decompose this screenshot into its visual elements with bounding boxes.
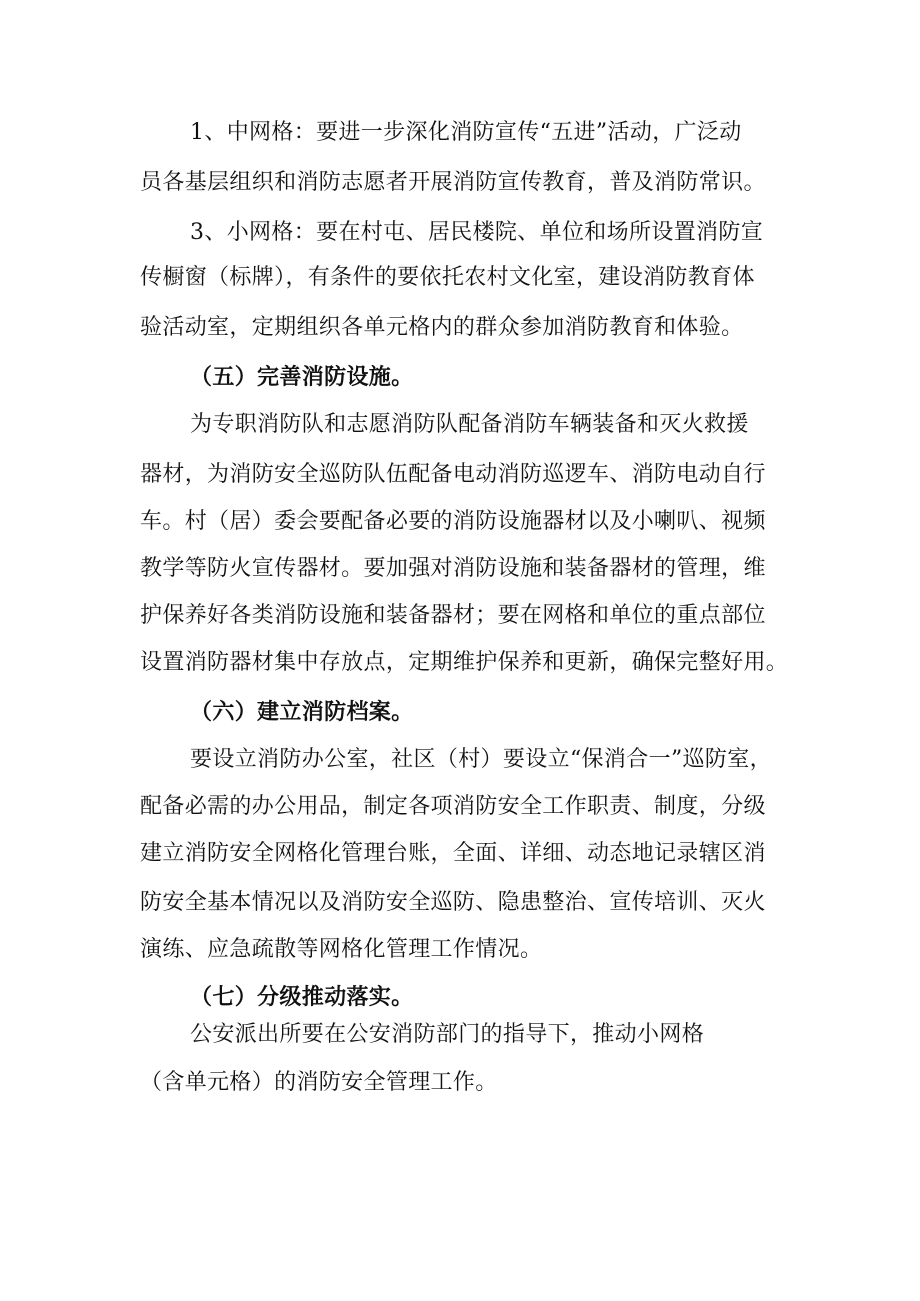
paragraph-line: 护保养好各类消防设施和装备器材；要在网格和单位的重点部位 — [140, 603, 766, 628]
paragraph-line: 配备必需的办公用品，制定各项消防安全工作职责、制度，分级 — [140, 794, 766, 819]
section-heading: （五）完善消防设施。 — [190, 365, 414, 390]
paragraph-line: 传橱窗（标牌），有条件的要依托农村文化室，建设消防教育体 — [140, 265, 755, 290]
paragraph-line: （含单元格）的消防安全管理工作。 — [140, 1070, 498, 1095]
paragraph-line: 员各基层组织和消防志愿者开展消防宣传教育，普及消防常识。 — [140, 170, 766, 195]
paragraph-line: 1、中网格：要进一步深化消防宣传“五进”活动，广泛动 — [190, 120, 742, 145]
paragraph-line: 器材，为消防安全巡防队伍配备电动消防巡逻车、消防电动自行 — [140, 462, 766, 487]
paragraph-line: 公安派出所要在公安消防部门的指导下，推动小网格 — [190, 1022, 705, 1047]
paragraph-line: 设置消防器材集中存放点，定期维护保养和更新，确保完整好用。 — [140, 650, 789, 675]
paragraph-line: 演练、应急疏散等网格化管理工作情况。 — [140, 937, 543, 962]
paragraph-line: 教学等防火宣传器材。要加强对消防设施和装备器材的管理，维 — [140, 556, 766, 581]
paragraph-line: 要设立消防办公室，社区（村）要设立“保消合一”巡防室， — [190, 747, 772, 772]
paragraph-line: 验活动室，定期组织各单元格内的群众参加消防教育和体验。 — [140, 315, 744, 340]
paragraph-line: 3、小网格：要在村屯、居民楼院、单位和场所设置消防宣 — [190, 220, 764, 245]
paragraph-line: 车。村（居）委会要配备必要的消防设施器材以及小喇叭、视频 — [140, 509, 766, 534]
section-heading: （六）建立消防档案。 — [190, 700, 414, 725]
paragraph-line: 建立消防安全网格化管理台账，全面、详细、动态地记录辖区消 — [140, 841, 766, 866]
section-heading: （七）分级推动落实。 — [190, 985, 414, 1010]
paragraph-line: 为专职消防队和志愿消防队配备消防车辆装备和灭火救援 — [190, 412, 749, 437]
paragraph-line: 防安全基本情况以及消防安全巡防、隐患整治、宣传培训、灭火 — [140, 890, 766, 915]
